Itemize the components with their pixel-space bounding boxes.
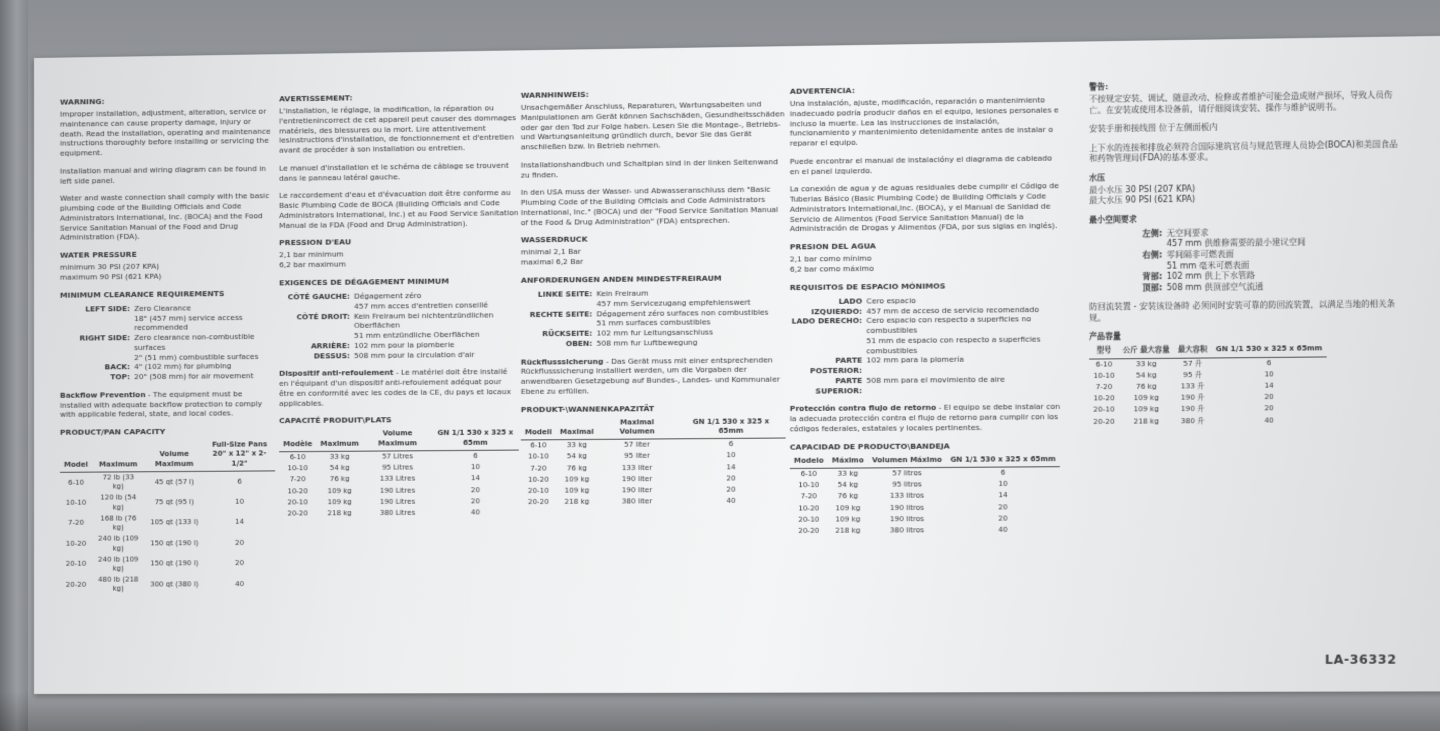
label-part-number: LA-36332	[1324, 652, 1397, 667]
capacity-cell: 133 litros	[889, 491, 925, 501]
capacity-row	[60, 574, 275, 595]
clearance-side: OBEN:	[565, 338, 593, 348]
capacity-cell: 14	[1264, 381, 1274, 390]
capacity-row	[60, 554, 275, 576]
clearance-value: 4" (102 mm) for plumbing	[134, 361, 232, 372]
capacity-cell: 33 kg	[329, 452, 350, 461]
water-pressure-values: 最小水压 30 PSI (207 KPA) 最大水压 90 PSI (621 KPA)	[1089, 184, 1196, 206]
backflow-text: - Le matériel doit être installé en l'équipant d'un dispositif anti-refoulement adéquat pour être en conformité avec les codes de la CE, du pays et locaux applicables.	[279, 367, 512, 408]
capacity-header: Model	[60, 442, 92, 472]
capacity-cell: 190 litros	[889, 514, 925, 524]
capacity-table	[279, 429, 519, 520]
capacity-cell: 20-10	[287, 498, 308, 507]
capacity-cell: 150 qt (190 l)	[150, 559, 199, 568]
capacity-header: Volumen Máximo	[868, 455, 946, 467]
capacity-title: PRODUKT-\WANNENKAPAZITÄT	[520, 403, 655, 414]
label-column-fr	[279, 91, 519, 520]
capacity-cell: 190 升	[1180, 393, 1205, 403]
clearance-side: CÔTÉ DROIT:	[296, 311, 350, 321]
capacity-cell: 6-10	[800, 469, 817, 479]
plumbing-code-text: 上下水的连接和排放必须符合国际建筑官员与规范管理人员协会(BOCA)和美国食品和药物管理局(FDA)的基本要求。	[1089, 139, 1398, 164]
clearance-list	[521, 287, 786, 349]
water-pressure-values: 2,1 bar minimum 6,2 bar maximum	[279, 249, 346, 270]
capacity-cell: 33 kg	[837, 469, 858, 478]
capacity-cell: 190 liter	[621, 486, 653, 495]
capacity-header: Maximal Volumen	[598, 418, 676, 440]
clearance-side: 右侧:	[1142, 250, 1163, 260]
manual-location-text: Installationshandbuch und Schaltplan sind in der linken Seitenwand zu finden.	[520, 156, 779, 180]
clearance-value: 508 mm para el movimiento de aire	[866, 374, 1005, 385]
capacity-cell: 150 qt (190 l)	[150, 539, 199, 548]
capacity-cell: 54 kg	[566, 452, 587, 461]
capacity-cell: 6	[728, 440, 734, 449]
capacity-title: PRODUCT/PAN CAPACITY	[59, 427, 166, 437]
capacity-cell: 240 lb (109 kg)	[98, 534, 139, 553]
capacity-cell: 76 kg	[329, 475, 350, 484]
clearance-side: RÜCKSEITE:	[542, 328, 593, 339]
plumbing-code-text: La conexión de agua y de aguas residuales debe cumplir el Código de Tuberias Básico (Basic Plumbing Code) de Building Officials y Code Administrators International,Inc. (BOCA), y el Manual de Sanidad de Servicio de Alimentos (Food Service Sanitation Manual) de la Administración de Drogas y Alimentos (FDA, por sus siglas en inglés).	[789, 181, 1059, 234]
capacity-title: CAPACITÉ PRODUIT\PLATS	[279, 415, 392, 426]
capacity-cell: 218 kg	[835, 526, 861, 535]
clearance-value: 无空间要求 457 mm 供维修需要的最小建议空间	[1166, 228, 1306, 249]
warning-text: 不按规定安装、调试、随意改动、检修或者维护可能会造成财产损坏，导致人员伤亡。在安装或使用本设备前，请仔细阅读安装、操作与维护说明书。	[1089, 90, 1393, 115]
capacity-cell: 6	[1266, 358, 1272, 367]
clearance-value: 102 mm pour la plomberie	[354, 339, 455, 350]
capacity-header: GN 1/1 530 x 325 x 65mm	[1212, 344, 1327, 357]
backflow-text: - Das Gerät muss mit einer entsprechenden Rückflusssicherung installiert werden, um die Vorgaben der anwendbaren Gesetzgebung auf Bundes-, Landes- und Kommunaler Ebene zu erfüllen.	[520, 354, 780, 396]
capacity-cell: 10-10	[527, 452, 549, 461]
capacity-cell: 10	[235, 497, 245, 506]
capacity-header: Modèle	[279, 430, 316, 451]
warning-label-plate	[34, 36, 1440, 694]
steel-cabinet-shadow	[0, 691, 1440, 731]
clearance-value: Dégagement zéro surfaces non combustibles 51 mm surfaces combustibles	[596, 307, 769, 328]
clearance-title: EXIGENCES DE DÉGAGEMENT MINIMUM	[279, 276, 449, 288]
warning-title: 警告:	[1089, 82, 1109, 92]
clearance-value: Zero clearance non-combustible surfaces 2" (51 mm) combustible surfaces	[134, 331, 259, 362]
capacity-row	[60, 512, 275, 534]
clearance-row	[60, 302, 275, 334]
clearance-value: Cero espacio con respecto a superficies no combustibles 51 mm de espacio con respecto a superficies combustibles	[866, 314, 1041, 356]
capacity-cell: 109 kg	[564, 475, 590, 484]
clearance-row	[790, 314, 1062, 356]
clearance-side: LADO DERECHO:	[791, 316, 863, 326]
capacity-cell: 20-10	[527, 486, 549, 496]
capacity-table	[60, 440, 275, 595]
capacity-cell: 40	[726, 497, 736, 506]
capacity-cell: 10-10	[798, 481, 820, 490]
capacity-cell: 7-20	[530, 464, 547, 473]
capacity-header: Volume Maximum	[363, 429, 432, 451]
manual-location-text: Le manuel d'installation et le schéma de câblage se trouvent dans le panneau latéral gauche.	[279, 160, 509, 183]
clearance-side: 左侧:	[1142, 228, 1163, 239]
capacity-cell: 6	[1000, 468, 1006, 477]
capacity-cell: 10-10	[287, 464, 308, 473]
capacity-cell: 20	[726, 485, 736, 494]
capacity-cell: 190 litros	[889, 503, 925, 512]
capacity-cell: 54 kg	[329, 463, 350, 473]
capacity-header: Modelo	[790, 456, 828, 468]
capacity-header: Máximo	[828, 456, 868, 468]
capacity-cell: 57 liter	[624, 440, 650, 449]
water-pressure-title: PRESION DEL AGUA	[789, 241, 876, 252]
capacity-cell: 95 Litres	[382, 463, 413, 472]
backflow-paragraph	[790, 402, 1062, 434]
clearance-side: RECHTE SEITE:	[529, 308, 593, 319]
capacity-cell: 57 litros	[892, 469, 922, 478]
capacity-cell: 380 litros	[889, 526, 925, 535]
capacity-cell: 10-10	[1093, 371, 1115, 380]
capacity-header: Full-Size Pans 20" x 12" x 2-1/2"	[204, 440, 275, 471]
clearance-side: DESSUS:	[313, 350, 350, 361]
backflow-paragraph	[60, 389, 275, 420]
capacity-cell: 40	[998, 525, 1008, 535]
clearance-title: MINIMUM CLEARANCE REQUIREMENTS	[59, 288, 225, 300]
capacity-cell: 109 kg	[327, 497, 352, 507]
capacity-cell: 10-10	[65, 498, 87, 507]
clearance-value: 20" (508 mm) for air movement	[134, 371, 254, 382]
capacity-cell: 6	[473, 451, 478, 460]
capacity-cell: 14	[998, 491, 1008, 500]
clearance-row	[279, 349, 519, 361]
capacity-cell: 133 Litres	[379, 474, 416, 484]
capacity-cell: 20	[1264, 404, 1274, 413]
capacity-cell: 300 qt (380 l)	[150, 580, 199, 589]
capacity-row	[60, 533, 275, 555]
capacity-cell: 105 qt (133 l)	[150, 518, 199, 527]
plumbing-code-text: In den USA muss der Wasser- und Abwasseranschluss dem "Basic Plumbing Code of the Building Officials and Code Administrators International, Inc." (BOCA) und der "Food Service Sanitation Manual of the Food & Drug Administration" (FDA) entsprechen.	[520, 184, 779, 227]
backflow-text: - El equipo se debe instalar con la adecuada protección contra el flujo de retorno para cumplir con los códigos federales, estatales y locales pertinentes.	[789, 402, 1061, 434]
backflow-title: Protección contra flujo de retorno	[789, 403, 937, 414]
capacity-row	[521, 496, 786, 509]
clearance-side: PARTE SUPERIOR:	[815, 375, 863, 396]
capacity-cell: 133 升	[1180, 382, 1205, 391]
capacity-cell: 6-10	[1095, 359, 1113, 369]
label-column-zh	[1089, 78, 1405, 428]
clearance-value: 508 mm 供顶部空气流通	[1166, 281, 1264, 292]
clearance-row	[279, 310, 519, 342]
plumbing-code-text: Water and waste connection shall comply with the basic plumbing code of the Building Officials and Code Administrators International, Inc. (BOCA) and the Food Service Sanitation Manual of the Food and Drug Administration (FDA).	[59, 191, 270, 243]
backflow-text: - The equipment must be installed with adequate backflow protection to comply with applicable federal, state, and local codes.	[59, 389, 263, 420]
capacity-cell: 72 lb (33 kg)	[102, 473, 135, 491]
capacity-cell: 10	[1264, 369, 1274, 379]
capacity-cell: 109 kg	[1133, 393, 1159, 403]
capacity-cell: 20	[998, 502, 1008, 512]
clearance-row	[790, 374, 1062, 396]
capacity-table	[521, 417, 786, 509]
capacity-cell: 33 kg	[1135, 359, 1157, 368]
capacity-cell: 480 lb (218 kg)	[98, 575, 139, 594]
capacity-table	[790, 455, 1060, 538]
capacity-header: Maximum	[316, 430, 363, 451]
backflow-paragraph	[279, 367, 519, 408]
clearance-value: 102 mm fur Leitungsanschluss	[596, 327, 714, 338]
capacity-row	[60, 492, 275, 514]
clearance-value: Kein Freiraum bei nichtentzündlichen Oberflächen 51 mm entzündliche Oberflächen	[354, 309, 494, 341]
capacity-cell: 20-10	[1093, 405, 1115, 415]
clearance-value: 102 mm para la plomería	[866, 354, 964, 365]
clearance-side: ARRIÈRE:	[310, 340, 350, 351]
capacity-header: 最大容积	[1174, 345, 1212, 357]
capacity-cell: 20	[470, 497, 480, 506]
capacity-cell: 40	[235, 579, 245, 589]
backflow-title: Rückflusssicherung	[520, 356, 604, 367]
capacity-cell: 240 lb (109 kg)	[98, 555, 139, 573]
water-pressure-title: PRESSION D'EAU	[279, 237, 352, 248]
capacity-cell: 6-10	[68, 478, 84, 487]
capacity-cell: 109 kg	[564, 486, 590, 495]
clearance-side: PARTE POSTERIOR:	[809, 355, 863, 376]
clearance-side: RIGHT SIDE:	[79, 333, 131, 343]
water-pressure-title: WASSERDRUCK	[520, 234, 588, 245]
clearance-row	[521, 337, 786, 349]
water-pressure-values: minimal 2,1 Bar maximal 6,2 Bar	[520, 247, 584, 267]
warning-title: WARNHINWEIS:	[520, 89, 589, 100]
clearance-row	[60, 371, 275, 383]
capacity-cell: 109 kg	[327, 486, 352, 495]
capacity-row	[279, 507, 519, 520]
capacity-cell: 168 lb (76 kg)	[100, 514, 137, 532]
capacity-cell: 10-20	[287, 486, 308, 496]
warning-title: ADVERTENCIA:	[789, 85, 855, 96]
capacity-header: GN 1/1 530 x 325 x 65mm	[946, 455, 1060, 468]
clearance-list	[790, 294, 1062, 396]
clearance-side: LEFT SIDE:	[85, 303, 131, 314]
capacity-cell: 10-20	[1093, 394, 1115, 403]
capacity-cell: 20-20	[798, 526, 820, 536]
steel-cabinet-edge	[0, 0, 28, 731]
capacity-row	[1089, 415, 1326, 428]
capacity-cell: 109 kg	[835, 515, 861, 524]
backflow-text: 防回流装置 - 安装该设备時 必须同时安装可靠的防回流装置，以满足当地的相关条规。	[1089, 299, 1395, 323]
clearance-title: ANFORDERUNGEN ANDEN MINDESTFREIRAUM	[520, 273, 722, 285]
label-column-es	[790, 83, 1062, 538]
capacity-cell: 33 kg	[566, 441, 587, 450]
capacity-cell: 10	[470, 463, 480, 472]
clearance-value: 508 mm pour la circulation d'air	[354, 349, 475, 360]
clearance-value: Dégagement zéro 457 mm acces d'entretien conseillé	[354, 290, 488, 311]
capacity-cell: 20	[235, 538, 245, 547]
capacity-cell: 218 kg	[327, 509, 352, 518]
clearance-list	[279, 290, 519, 361]
capacity-cell: 218 kg	[564, 497, 590, 507]
capacity-cell: 40	[470, 508, 480, 517]
capacity-cell: 20	[998, 514, 1008, 523]
capacity-cell: 6-10	[289, 452, 306, 462]
capacity-cell: 10	[998, 479, 1008, 489]
capacity-cell: 75 qt (95 l)	[154, 498, 194, 507]
warning-title: WARNING:	[59, 96, 105, 107]
capacity-cell: 14	[726, 462, 736, 472]
capacity-row	[60, 471, 275, 493]
capacity-cell: 10-20	[798, 504, 820, 513]
capacity-cell: 57 Litres	[382, 452, 413, 461]
plumbing-code-text: Le raccordement d'eau et d'évacuation doit être conforme au Basic Plumbing Code de BOCA (Building Officials and Code Administrators International, Inc.) et au Food Service Sanitation Manual de la FDA (Food and Drug Administration).	[279, 188, 519, 230]
capacity-cell: 20	[1264, 393, 1274, 402]
capacity-cell: 20-20	[65, 580, 87, 589]
backflow-title: Backflow Prevention	[59, 389, 146, 400]
capacity-cell: 10-20	[65, 539, 87, 548]
capacity-cell: 54 kg	[1135, 370, 1157, 380]
clearance-side: LADO IZQUIERDO:	[811, 296, 863, 316]
warning-title: AVERTISSEMENT:	[279, 93, 353, 104]
capacity-cell: 76 kg	[566, 463, 587, 473]
clearance-side: TOP:	[110, 372, 131, 382]
capacity-cell: 45 qt (57 l)	[154, 477, 194, 486]
warning-text: L'installation, le réglage, la modification, la réparation ou l'entretienincorrect de cet appareil peut causer des dommages matériels, des blessures ou la mort. Lire attentivement lesinstructions d'installation, de fonctionnement et d'entretien avant de procéder à son installation ou entretien.	[279, 103, 517, 155]
backflow-paragraph	[521, 355, 786, 397]
clearance-row	[790, 354, 1062, 376]
capacity-cell: 7-20	[289, 475, 306, 484]
clearance-value: 508 mm fur Luftbewegung	[596, 337, 698, 348]
capacity-cell: 95 升	[1183, 370, 1203, 379]
backflow-paragraph	[1089, 299, 1405, 324]
capacity-cell: 14	[235, 518, 245, 527]
capacity-cell: 20	[470, 485, 480, 494]
capacity-cell: 380 liter	[621, 497, 653, 506]
capacity-cell: 40	[1264, 416, 1274, 425]
capacity-cell: 190 升	[1180, 405, 1205, 414]
water-pressure-values: minimum 30 PSI (207 KPA) maximum 90 PSI (621 KPA)	[59, 261, 162, 282]
capacity-header: Modell	[521, 419, 556, 440]
capacity-cell: 7-20	[800, 492, 817, 501]
capacity-cell: 76 kg	[1135, 382, 1157, 391]
capacity-cell: 57 升	[1183, 359, 1203, 368]
capacity-header: Volume Maximum	[145, 441, 204, 472]
clearance-list	[1089, 226, 1405, 294]
capacity-cell: 20-20	[1093, 417, 1115, 426]
capacity-title: CAPACIDAD DE PRODUCTO\BANDEJA	[789, 441, 950, 452]
clearance-side: BACK:	[104, 362, 131, 372]
manual-location-text: 安装手册和接线图 位于左侧面板内	[1089, 122, 1218, 134]
capacity-header: GN 1/1 530 x 325 x 65mm	[432, 429, 519, 451]
capacity-cell: 133 liter	[621, 463, 653, 472]
capacity-cell: 6	[237, 477, 242, 486]
clearance-row	[1089, 280, 1405, 294]
water-pressure-title: WATER PRESSURE	[59, 250, 137, 260]
capacity-cell: 190 Litres	[379, 497, 416, 506]
clearance-side: LINKE SEITE:	[538, 289, 593, 299]
capacity-header: Maximum	[92, 441, 145, 472]
clearance-value: Cero espacio 457 mm de acceso de servicio recomendado	[866, 295, 1040, 316]
clearance-row	[279, 290, 519, 312]
clearance-value: 零间隔非可燃表面 51 mm 毫米可燃表面	[1166, 249, 1250, 271]
label-column-en	[60, 94, 275, 595]
clearance-side: 顶部:	[1142, 282, 1163, 293]
clearance-side: 背部:	[1142, 271, 1163, 282]
clearance-value: 102 mm 供上下水管路	[1166, 270, 1255, 282]
clearance-row	[60, 332, 275, 363]
capacity-cell: 10	[726, 451, 736, 460]
capacity-header: GN 1/1 530 x 325 x 65mm	[676, 417, 785, 439]
capacity-cell: 76 kg	[837, 492, 858, 501]
capacity-cell: 120 lb (54 kg)	[100, 493, 137, 512]
water-pressure-title: 水压	[1089, 172, 1106, 183]
clearance-row	[790, 294, 1062, 317]
capacity-row	[790, 525, 1060, 538]
backflow-title: Dispositif anti-refoulement	[279, 368, 394, 379]
capacity-cell: 10-20	[527, 475, 549, 484]
capacity-header: 型号	[1089, 346, 1119, 358]
label-column-de	[521, 87, 786, 509]
manual-location-text: Puede encontrar el manual de instalacióny el diagrama de cableado en el panel izquierdo.	[789, 153, 1053, 176]
capacity-cell: 380 Litres	[379, 508, 416, 518]
capacity-cell: 95 litros	[892, 480, 922, 489]
capacity-cell: 7-20	[68, 519, 84, 528]
capacity-cell: 109 kg	[835, 503, 861, 513]
manual-location-text: Installation manual and wiring diagram can be found in left side panel.	[59, 163, 267, 186]
capacity-cell: 20	[235, 559, 245, 568]
capacity-header: Maximal	[556, 418, 598, 440]
warning-text: Unsachgemäßer Anschluss, Reparaturen, Wartungsabeiten und Manipulationen am Gerät können Sachschäden, Gesundheitsschäden oder gar den Tod zur Folge haben. Lesen Sie die Montage-, Betriebs- und Wartungsanleitung gründlich durch, bevor Sie das Gerät anschließen bzw. In Betrieb nehmen.	[520, 99, 785, 152]
capacity-cell: 190 liter	[621, 474, 653, 484]
capacity-cell: 20-20	[287, 509, 308, 518]
capacity-cell: 14	[470, 474, 480, 483]
capacity-cell: 95 liter	[624, 452, 650, 461]
capacity-title: 产品容量	[1089, 331, 1121, 342]
water-pressure-values: 2,1 bar como mínimo 6,2 bar como máximo	[789, 253, 874, 274]
capacity-table	[1089, 344, 1326, 428]
capacity-cell: 20-20	[527, 498, 549, 507]
clearance-title: 最小空间要求	[1089, 214, 1137, 225]
clearance-value: Kein Freiraum 457 mm Servicezugang empfehlenswert	[596, 288, 751, 309]
capacity-cell: 20	[726, 474, 736, 483]
clearance-title: REQUISITOS DE ESPACIO MÓNIMOS	[789, 281, 946, 292]
clearance-list	[60, 302, 275, 382]
warning-text: Improper installation, adjustment, alteration, service or maintenance can cause property damage, injury or death. Read the installation, operating and maintenance instructions thoroughly before installing or servicing the equipment.	[59, 106, 271, 158]
capacity-cell: 20-10	[65, 560, 87, 569]
capacity-header: 公斤 最大容量	[1119, 346, 1174, 359]
clearance-row	[521, 287, 786, 310]
capacity-cell: 7-20	[1095, 382, 1113, 392]
warning-text: Una instalación, ajuste, modificación, reparación o mantenimiento inadecuado podría producir daños en el equipo, lesiones personales e incluso la muerte. Lea las instrucciones de instalación, funcionamiento y mantenimiento detenidamente antes de instalar o reparar el equipo.	[789, 95, 1059, 148]
capacity-cell: 20-10	[798, 515, 820, 524]
clearance-value: Zero Clearance 18" (457 mm) service access recommended	[134, 303, 243, 333]
capacity-cell: 109 kg	[1133, 405, 1159, 414]
capacity-cell: 6-10	[530, 441, 547, 450]
clearance-row	[521, 307, 786, 329]
capacity-cell: 380 升	[1180, 416, 1205, 426]
capacity-cell: 190 Litres	[379, 486, 416, 495]
capacity-cell: 218 kg	[1133, 417, 1159, 426]
clearance-side: CÔTÉ GAUCHE:	[287, 291, 350, 302]
capacity-cell: 54 kg	[837, 480, 858, 490]
